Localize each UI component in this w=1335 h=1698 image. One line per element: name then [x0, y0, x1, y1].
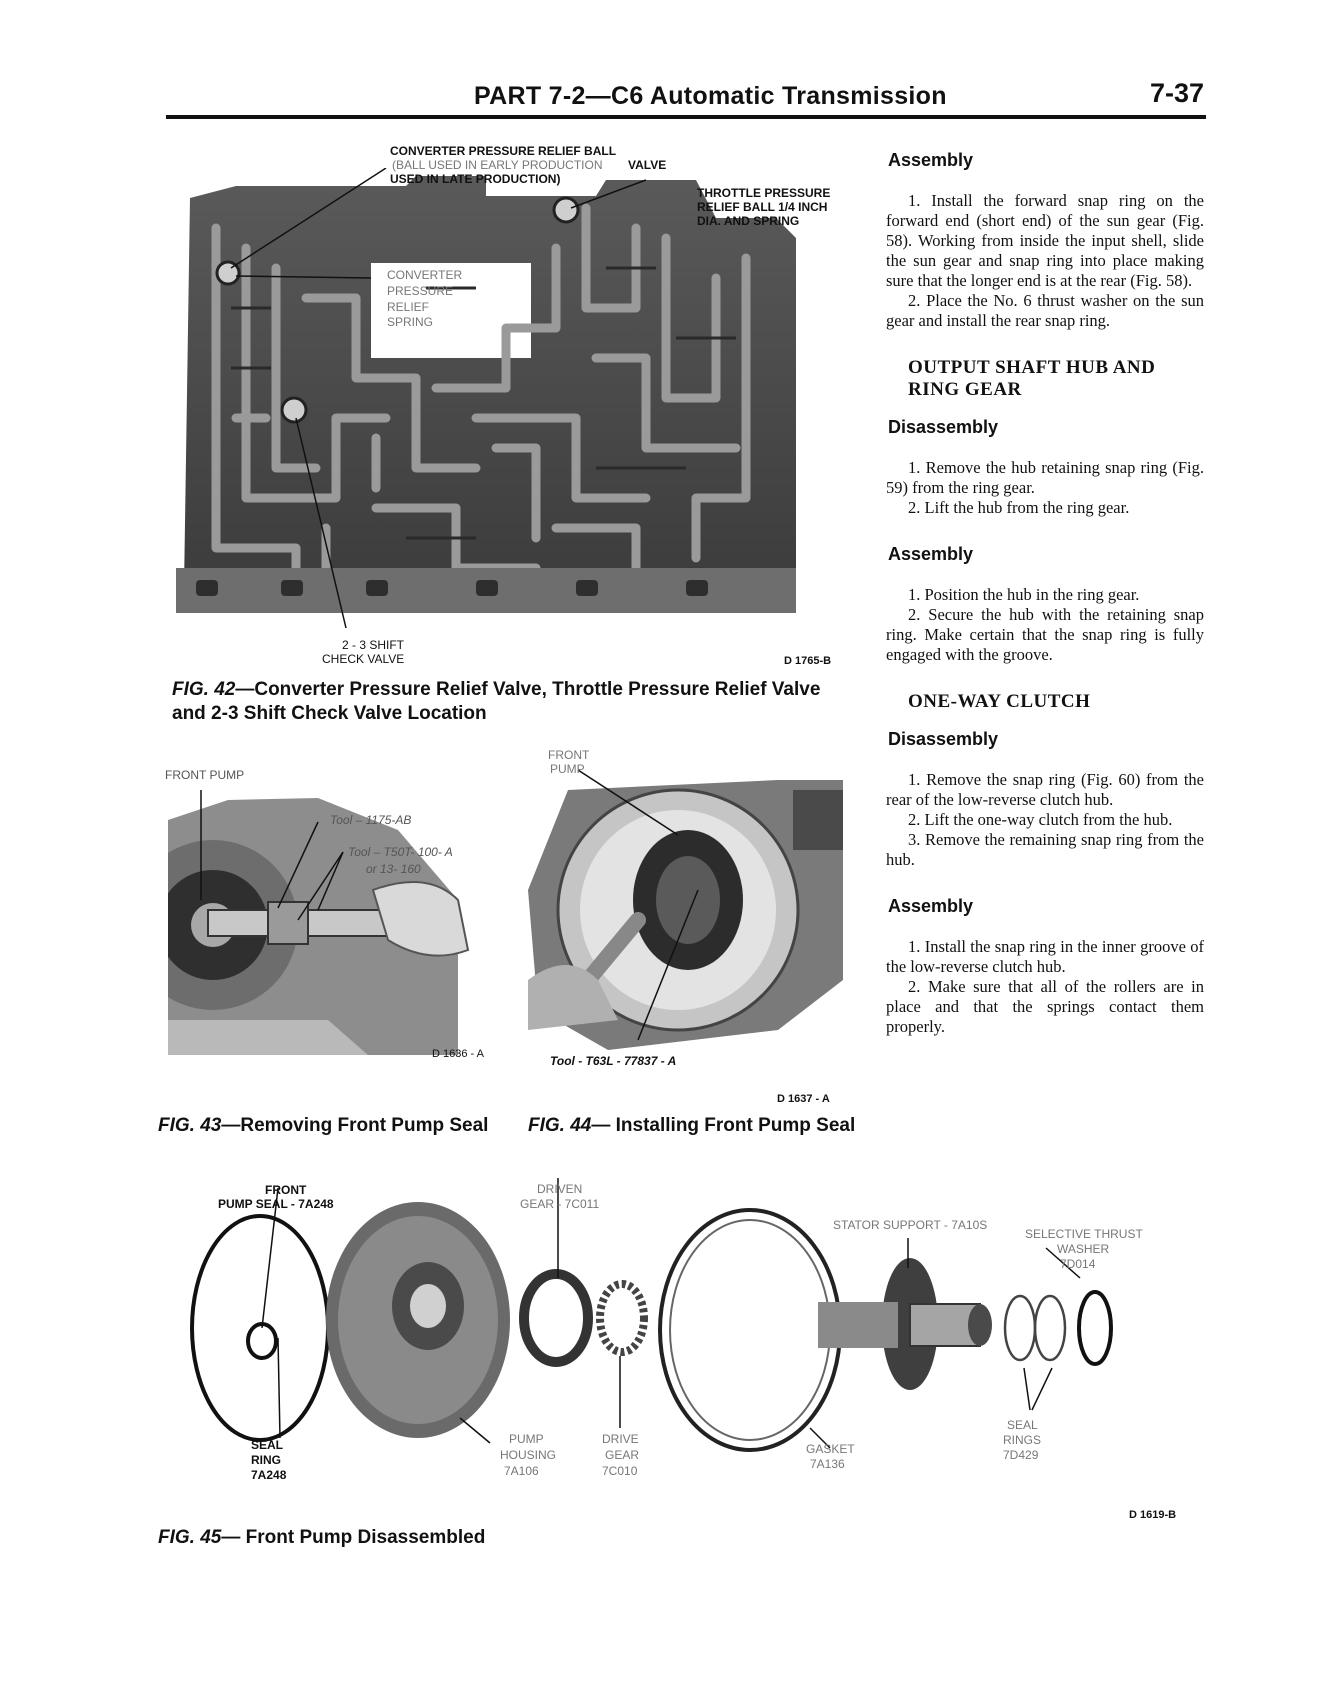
fig45-label-housing-1: PUMP	[509, 1432, 544, 1446]
fig45-label-front-seal-2: PUMP SEAL - 7A248	[218, 1197, 334, 1211]
fig42-label-conv-ball-3: USED IN LATE PRODUCTION)	[390, 172, 561, 186]
fig45-label-seal-rings-2: RINGS	[1003, 1433, 1042, 1447]
fig45-label-drive-2: GEAR	[605, 1448, 640, 1462]
fig45-label-seal-ring-3: 7A248	[251, 1468, 287, 1482]
fig45-label-stator: STATOR SUPPORT - 7A10S	[833, 1218, 988, 1232]
fig44-caption-prefix: FIG. 44	[528, 1115, 592, 1136]
fig44-ref: D 1637 - A	[777, 1093, 830, 1105]
fig43-label-front-pump: FRONT PUMP	[165, 768, 245, 782]
assembly-3-step-2: 2. Make sure that all of the rollers are in place and that the springs contact them properly.	[886, 977, 1204, 1036]
heading-disassembly-1: Disassembly	[888, 417, 999, 437]
fig42-label-conv-ball-valve: VALVE	[628, 158, 667, 172]
right-text-column	[886, 150, 1204, 1063]
fig45-label-thrust-1: SELECTIVE THRUST	[1025, 1227, 1143, 1241]
fig42-caption-text: —Converter Pressure Relief Valve, Throttle Pressure Relief Valve and 2-3 Shift Check Valve Location	[172, 679, 821, 724]
fig42-label-spring-2: PRESSURE	[387, 284, 454, 298]
section-output-shaft-hub: OUTPUT SHAFT HUB AND RING GEAR	[908, 357, 1156, 400]
fig43-label-tool1: Tool – 1175-AB	[330, 813, 412, 827]
fig45-label-thrust-2: WASHER	[1057, 1242, 1110, 1256]
header-rule	[166, 115, 1206, 119]
heading-disassembly-2: Disassembly	[888, 729, 999, 749]
fig45-label-housing-3: 7A106	[504, 1464, 539, 1478]
page-header	[0, 0, 1335, 120]
fig43-caption-text: —Removing Front Pump Seal	[221, 1115, 489, 1136]
disassembly-1-step-1: 1. Remove the hub retaining snap ring (Fig. 59) from the ring gear.	[886, 458, 1204, 497]
heading-assembly-3: Assembly	[888, 896, 974, 916]
fig43-caption-prefix: FIG. 43	[158, 1115, 222, 1136]
fig44-label-front-1: FRONT	[548, 748, 590, 762]
fig42-label-shift-2: CHECK VALVE	[322, 652, 405, 666]
page-number: 7-37	[1150, 78, 1205, 108]
fig45-label-front-seal-1: FRONT	[265, 1183, 307, 1197]
fig42-valve-body-photo	[176, 168, 816, 643]
fig45-label-drive-3: 7C010	[602, 1464, 638, 1478]
section-one-way-clutch: ONE-WAY CLUTCH	[908, 691, 1091, 712]
fig43-photo	[168, 790, 498, 1060]
fig42-label-shift-1: 2 - 3 SHIFT	[342, 638, 405, 652]
fig45-label-seal-rings-1: SEAL	[1007, 1418, 1038, 1432]
fig42-label-spring-3: RELIEF	[387, 300, 430, 314]
assembly-1-step-2: 2. Place the No. 6 thrust washer on the sun gear and install the rear snap ring.	[886, 291, 1204, 330]
assembly-2-step-1: 1. Position the hub in the ring gear.	[908, 585, 1140, 604]
fig45-label-gasket-2: 7A136	[810, 1457, 845, 1471]
disassembly-1-steps	[886, 458, 1204, 518]
assembly-1-steps	[886, 191, 1204, 331]
fig45-label-seal-rings-3: 7D429	[1003, 1448, 1039, 1462]
disassembly-2-steps	[886, 770, 1204, 870]
assembly-3-step-1: 1. Install the snap ring in the inner groove of the low-reverse clutch hub.	[886, 937, 1204, 976]
heading-assembly-2: Assembly	[888, 544, 974, 564]
fig45-ref: D 1619-B	[1129, 1509, 1177, 1521]
fig42-label-conv-ball-2: (BALL USED IN EARLY PRODUCTION	[392, 158, 603, 172]
fig45-label-seal-ring-1: SEAL	[251, 1438, 284, 1452]
fig45-caption-prefix: FIG. 45	[158, 1527, 222, 1548]
fig45-label-drive-1: DRIVE	[602, 1432, 639, 1446]
fig42-label-throttle-3: DIA. AND SPRING	[697, 214, 800, 228]
assembly-2-step-2: 2. Secure the hub with the retaining snap ring. Make certain that the snap ring is fully engaged with the groove.	[886, 605, 1204, 664]
fig42-caption	[172, 678, 832, 726]
fig42-label-spring-1: CONVERTER	[387, 268, 463, 282]
fig44-photo	[528, 750, 843, 1055]
disassembly-1-step-2: 2. Lift the hub from the ring gear.	[908, 498, 1130, 517]
fig44-caption-text: — Installing Front Pump Seal	[591, 1115, 856, 1136]
assembly-1-step-1: 1. Install the forward snap ring on the forward end (short end) of the sun gear (Fig. 58). Working from inside the input shell, slide the sun gear and snap ring into place making sure that the longer end is at the rear (Fig. 58).	[886, 191, 1204, 290]
fig43-label-tool2: Tool – T50T- 100- A	[348, 845, 453, 859]
fig45-label-thrust-3: 7D014	[1060, 1257, 1096, 1271]
fig45-label-housing-2: HOUSING	[500, 1448, 557, 1462]
fig43-caption	[158, 1114, 488, 1138]
fig45-caption	[158, 1526, 485, 1550]
fig45-label-driven-2: GEAR - 7C011	[520, 1197, 600, 1211]
fig45-label-seal-ring-2: RING	[251, 1453, 281, 1467]
fig42-label-throttle-1: THROTTLE PRESSURE	[697, 186, 831, 200]
disassembly-2-step-3: 3. Remove the remaining snap ring from the hub.	[886, 830, 1204, 869]
fig45-label-driven-1: DRIVEN	[537, 1182, 583, 1196]
fig43-ref: D 1636 - A	[432, 1048, 484, 1060]
fig44-caption	[528, 1114, 855, 1138]
disassembly-2-step-2: 2. Lift the one-way clutch from the hub.	[908, 810, 1173, 829]
fig42-label-throttle-2: RELIEF BALL 1/4 INCH	[697, 200, 828, 214]
fig45-label-gasket-1: GASKET	[806, 1442, 855, 1456]
fig44-label-tool: Tool - T63L - 77837 - A	[550, 1054, 677, 1068]
fig43-label-tool3: or 13- 160	[366, 862, 421, 876]
fig42-label-conv-ball-1: CONVERTER PRESSURE RELIEF BALL	[390, 144, 617, 158]
fig42-label-spring-4: SPRING	[387, 315, 434, 329]
page-title: PART 7-2—C6 Automatic Transmission	[474, 82, 947, 110]
fig42-ref: D 1765-B	[784, 655, 832, 667]
fig44-label-front-2: PUMP	[550, 762, 585, 776]
disassembly-2-step-1: 1. Remove the snap ring (Fig. 60) from the rear of the low-reverse clutch hub.	[886, 770, 1204, 809]
fig42-caption-prefix: FIG. 42	[172, 679, 236, 700]
assembly-2-steps	[886, 585, 1204, 665]
heading-assembly-1: Assembly	[888, 150, 974, 170]
assembly-3-steps	[886, 937, 1204, 1037]
fig45-caption-text: — Front Pump Disassembled	[221, 1527, 486, 1548]
